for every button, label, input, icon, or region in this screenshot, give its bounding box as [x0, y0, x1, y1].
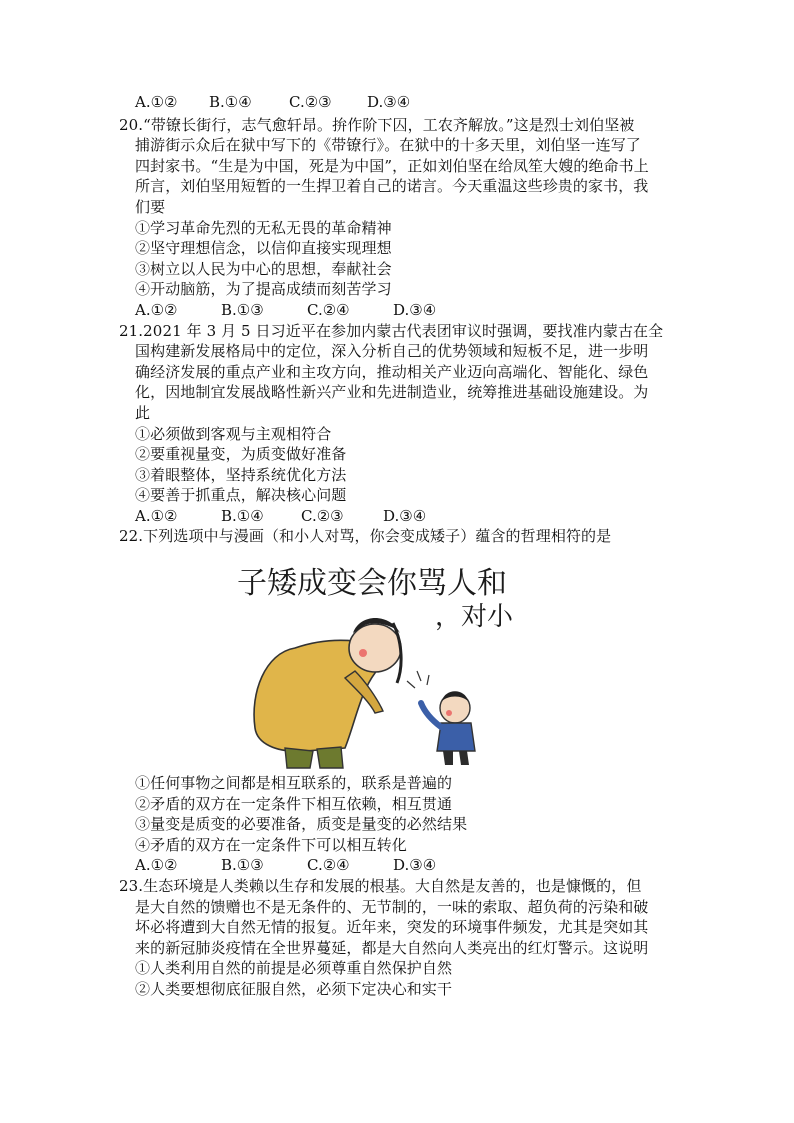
q20-stem-line: 20.“带镣长街行，志气愈轩昂。拚作阶下囚，工农齐解放。”这是烈士刘伯坚被: [119, 115, 635, 134]
q19-option-c: C.②③: [289, 93, 332, 111]
q21-option-b: B.①④: [221, 506, 264, 525]
child-arm: [421, 703, 441, 727]
q20-stem-line: 所言，刘伯坚用短暂的一生捍卫着自己的诺言。今天重温这些珍贵的家书，我: [135, 177, 649, 196]
question-22-body: [135, 773, 675, 876]
cartoon-caption-line1: 子矮成变会你骂人和: [237, 566, 507, 602]
child-cheek: [446, 710, 452, 716]
q22-item-2: ②矛盾的双方在一定条件下相互依赖，相互贯通: [135, 794, 453, 813]
q22-item-3: ③量变是质变的必要准备，质变是量变的必然结果: [135, 815, 468, 834]
q19-option-d: D.③④: [367, 93, 411, 111]
q23-stem-line: 是大自然的馈赠也不是无条件的、无节制的，一味的索取、超负荷的污染和破: [135, 897, 649, 916]
q22-item-4: ④矛盾的双方在一定条件下可以相互转化: [135, 835, 407, 854]
q20-option-b: B.①③: [221, 300, 264, 319]
q21-item-2: ②要重视量变，为质变做好准备: [135, 445, 347, 464]
cartoon-caption-line2: ，对小: [435, 602, 514, 633]
big-person-head: [349, 624, 401, 672]
q22-option-a: A.①②: [135, 856, 178, 875]
q22-item-1: ①任何事物之间都是相互联系的，联系是普遍的: [135, 774, 453, 793]
q21-stem-line: 此: [135, 403, 151, 422]
q20-option-d: D.③④: [393, 300, 437, 319]
q22-option-d: D.③④: [393, 856, 437, 875]
q20-stem-line: 捕游街示众后在狱中写下的《带镣行》。在狱中的十多天里，刘伯坚一连写了: [135, 136, 641, 155]
q21-option-c: C.②③: [301, 506, 344, 525]
q20-option-a: A.①②: [135, 300, 178, 319]
question-22: [119, 526, 675, 547]
q23-stem-line: 23.生态环境是人类赖以生存和发展的根基。大自然是友善的，也是慷慨的，但: [119, 877, 642, 896]
q21-stem-line: 国构建新发展格局中的定位，深入分析自己的优势领域和短板不足，进一步明: [135, 342, 649, 361]
q23-item-2: ②人类要想彻底征服自然，必须下定决心和实干: [135, 980, 453, 998]
q21-item-4: ④要善于抓重点，解决核心问题: [135, 486, 347, 505]
q21-options: [135, 506, 675, 527]
question-21: [119, 321, 675, 342]
q21-option-a: A.①②: [135, 506, 178, 525]
q23-item-1: ①人类利用自然的前提是必须尊重自然保护自然: [135, 959, 453, 978]
q20-options: [135, 300, 675, 321]
exam-page: [119, 92, 675, 1000]
question-20: [119, 115, 675, 136]
q21-item-3: ③着眼整体，坚持系统优化方法: [135, 465, 347, 484]
q22-stem-line: 22.下列选项中与漫画（和小人对骂，你会变成矮子）蕴含的哲理相符的是: [119, 527, 612, 546]
q22-option-c: C.②④: [307, 856, 350, 875]
q21-stem-line: 化，因地制宜发展战略性新兴产业和先进制造业，统筹推进基础设施建设。为: [135, 383, 649, 402]
q20-item-3: ③树立以人民为中心的思想，奉献社会: [135, 259, 392, 278]
q22-option-b: B.①③: [221, 856, 264, 875]
question-23: [119, 876, 675, 897]
child-legs: [443, 751, 469, 765]
q23-stem-line: 坏必将遭到大自然无情的报复。近年来，突发的环境事件频发，尤其是突如其: [135, 918, 649, 937]
q23-stem-line: 来的新冠肺炎疫情在全世界蔓延，都是大自然向人类亮出的红灯警示。这说明: [135, 938, 649, 957]
q21-stem-line: 21.2021 年 3 月 5 日习近平在参加内蒙古代表团审议时强调，要找准内蒙古在全: [119, 321, 664, 340]
question-21-body: [135, 341, 675, 526]
q20-item-4: ④开动脑筋，为了提高成绩而刻苦学习: [135, 280, 392, 299]
q19-options: [135, 92, 675, 113]
q19-option-a: A.①②: [135, 93, 178, 111]
q20-item-1: ①学习革命先烈的无私无畏的革命精神: [135, 218, 392, 237]
q20-stem-line: 四封家书。“生是为中国，死是为中国”，正如刘伯坚在给凤笙大嫂的绝命书上: [135, 156, 649, 175]
question-20-body: [135, 135, 675, 320]
q21-stem-line: 确经济发展的重点产业和主攻方向，推动相关产业迈向高端化、智能化、绿色: [135, 362, 649, 381]
shout-lines: [407, 671, 429, 688]
q20-option-c: C.②④: [307, 300, 350, 319]
cartoon-illustration: [225, 553, 555, 771]
q21-option-d: D.③④: [383, 506, 427, 525]
q22-options: [135, 855, 675, 876]
q22-cartoon: [135, 553, 675, 771]
question-23-body: [135, 897, 675, 1000]
q20-item-2: ②坚守理想信念，以信仰直接实现理想: [135, 239, 392, 258]
q19-option-b: B.①④: [209, 93, 252, 111]
big-person-cheek: [359, 649, 367, 657]
q21-item-1: ①必须做到客观与主观相符合: [135, 424, 332, 443]
q20-stem-line: 们要: [135, 197, 166, 216]
